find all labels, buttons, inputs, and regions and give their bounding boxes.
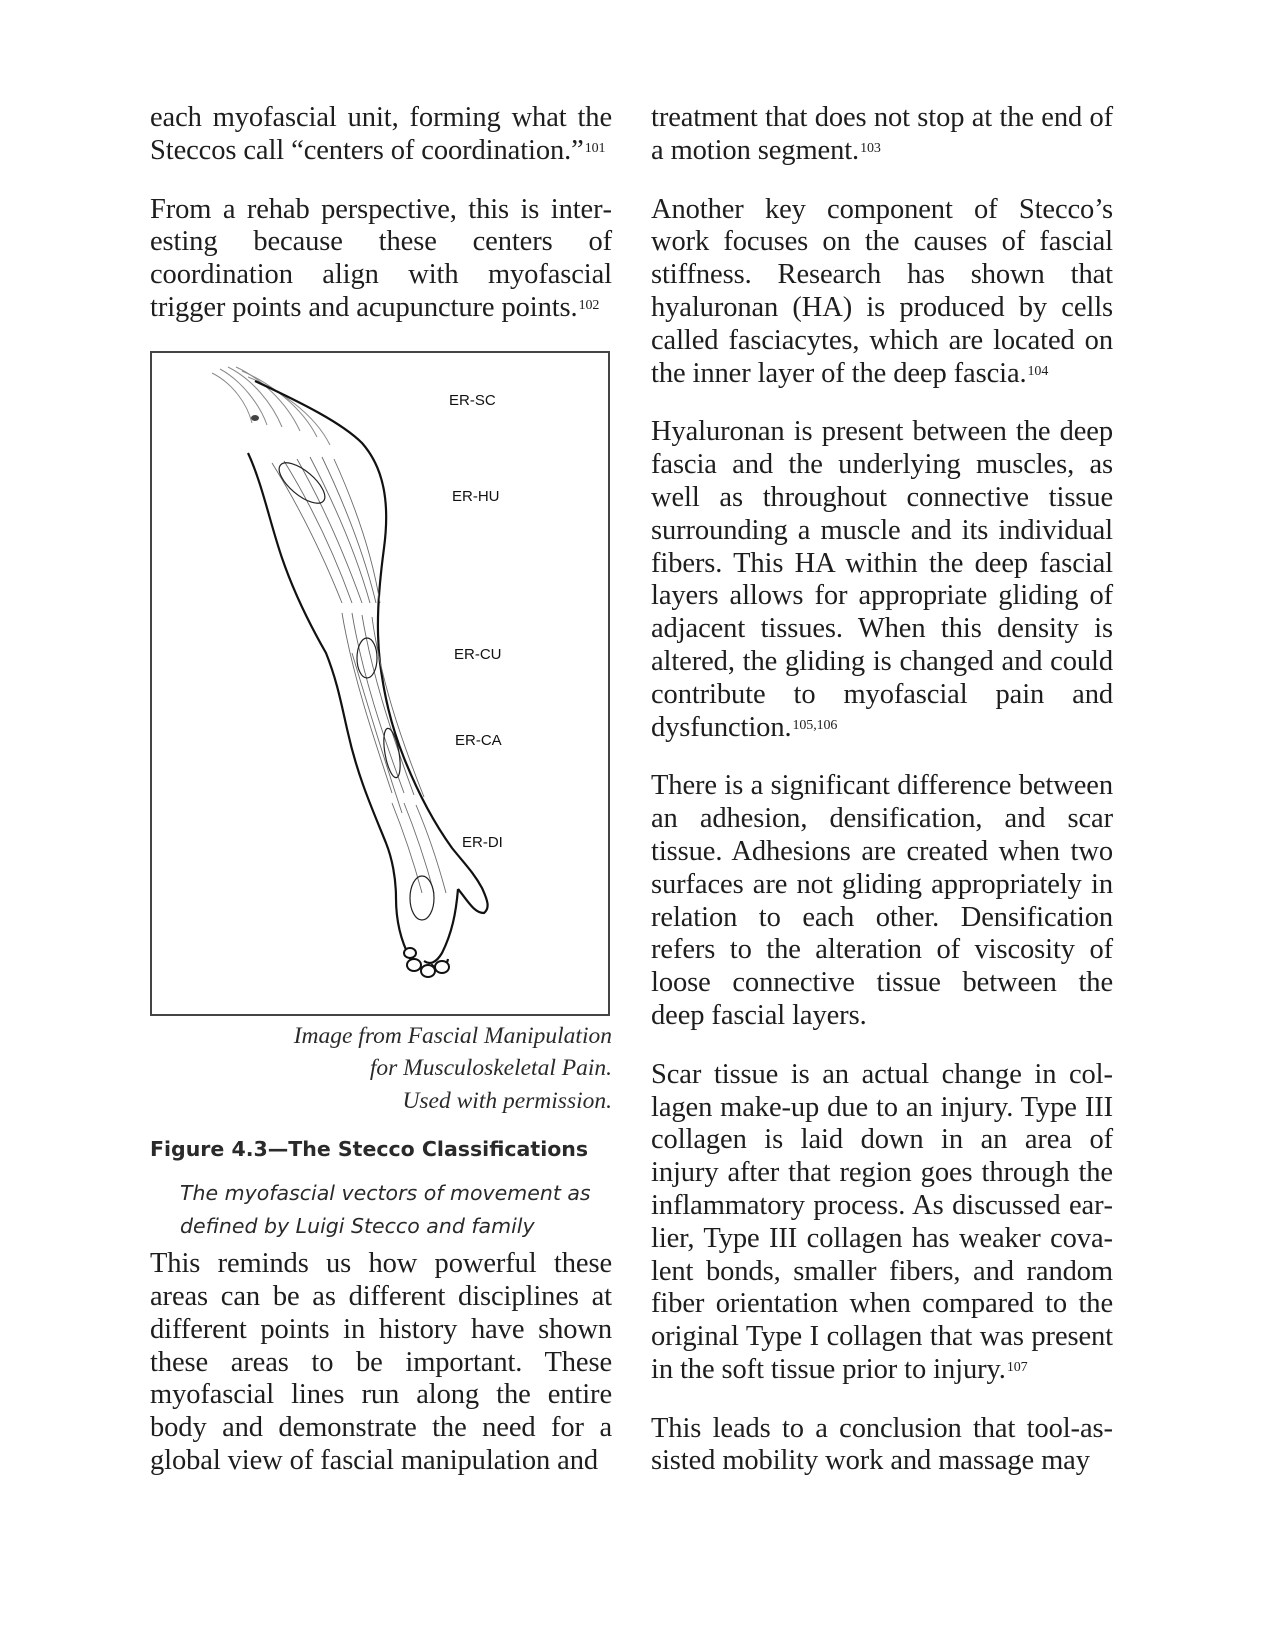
figure-description: [180, 1177, 612, 1242]
right-column: [651, 102, 1113, 1504]
credit-line-2: for Musculoskeletal Pain.: [369, 1055, 612, 1082]
credit-line-3: Used with permission.: [402, 1087, 612, 1114]
coordination-centers: [273, 456, 434, 920]
left-paragraph-3: This reminds us how powerful these areas can be as different disciplines at different points in history have shown these areas to be important. These myofascial lines run along the entire body and demonstrate the need for a global view of fascial manipulation and: [150, 1248, 612, 1477]
label-er-di: ER-DI: [462, 833, 503, 851]
label-er-ca: ER-CA: [455, 731, 502, 749]
left-paragraph-2: From a rehab perspective, this is interesting because these centers of coordination align with myofascial trigger points and acupuncture points.$^{102}$: [150, 193, 612, 323]
footnote-ref-103[interactable]: 103: [860, 140, 881, 156]
figure-title: Figure 4.3—The Stecco Classifications: [150, 1137, 589, 1162]
left-column: [150, 102, 612, 1504]
right-paragraph-2: Another key component of Stecco’s work focuses on the causes of fascial stiffness. Research has shown that hyaluronan (HA) is produced by cells called fasciacytes, which are located on the inner layer of the deep fascia.$^{104}$: [651, 193, 1113, 389]
arm-outline: [248, 381, 488, 968]
footnote-ref-104[interactable]: 104: [1027, 363, 1049, 379]
footnote-ref-107[interactable]: 107: [1006, 1359, 1028, 1375]
left-paragraph-1: each myofascial unit, forming what the Steccos call “centers of coordination.”$^{101}$: [150, 102, 612, 166]
acromion-point-icon: [251, 415, 259, 421]
right-paragraph-5: Scar tissue is an actual change in collagen make-up due to an injury. Type III collagen is laid down in an area of injury after that region goes through the inflammatory process. As discussed earlier, Type III collagen has weaker covalent bonds, smaller fibers, and random fiber orientation when compared to the original Type I collagen that was present in the soft tissue prior to injury.$^{107}$: [651, 1058, 1113, 1385]
label-er-sc: ER-SC: [449, 391, 496, 409]
figure-arm-illustration: [150, 351, 610, 1016]
figure-credit: [150, 1020, 612, 1118]
trapezius-fibers: [212, 367, 330, 445]
footnote-ref-101[interactable]: 101: [584, 140, 606, 156]
right-paragraph-1: treatment that does not stop at the end of a motion segment.$^{103}$: [651, 102, 1113, 166]
label-er-cu: ER-CU: [454, 645, 502, 663]
footnote-ref-102[interactable]: 102: [578, 297, 600, 313]
figure-desc-line-1: The myofascial vectors of movement as: [180, 1181, 591, 1206]
label-er-hu: ER-HU: [452, 487, 500, 505]
credit-line-1: Image from Fascial Manipulation: [293, 1022, 612, 1049]
footnote-ref-105-106[interactable]: 105,106: [792, 717, 838, 733]
figure-desc-line-2: defined by Luigi Stecco and family: [180, 1213, 535, 1238]
arm-illustration: [152, 353, 608, 1014]
right-paragraph-6: This leads to a conclusion that tool-assisted mobility work and massage may: [651, 1412, 1113, 1477]
muscle-fibers: [272, 457, 446, 893]
right-paragraph-4: There is a significant difference between an adhesion, densification, and scar tissue. Adhesions are created when two surfaces are not gliding appropriately in relation to each other. Densification refers to the alteration of viscosity of loose connective tissue between the deep fascial layers.: [651, 770, 1113, 1031]
right-paragraph-3: Hyaluronan is present between the deep fascia and the underlying muscles, as well as throughout connective tissue surrounding a muscle and its individual fibers. This HA within the deep fascial layers allows for appropriate gliding of adjacent tissues. When this density is altered, the gliding is changed and could contribute to myofascial pain and dysfunction.$^{105,106}$: [651, 416, 1113, 743]
